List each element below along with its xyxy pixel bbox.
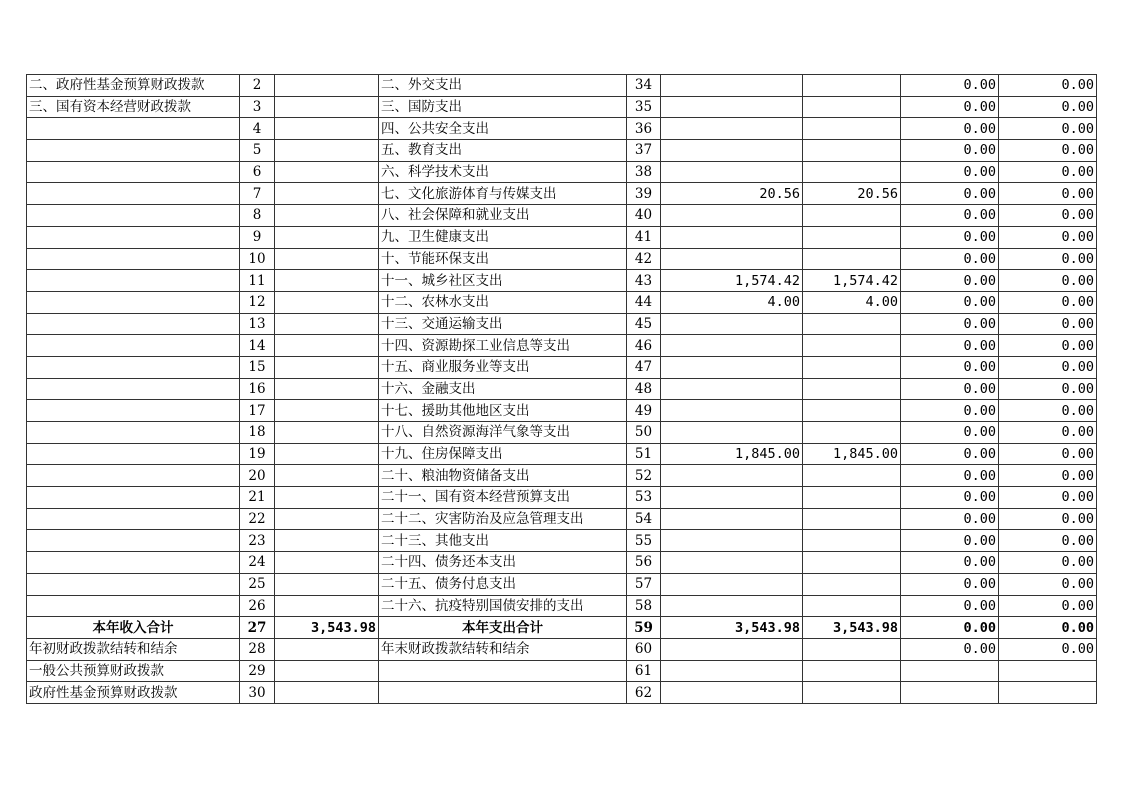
income-line-no-cell: 8 (240, 205, 275, 227)
general-budget-cell (803, 465, 901, 487)
income-amount-cell (275, 422, 379, 444)
general-budget-cell (803, 552, 901, 574)
income-item-cell (27, 487, 240, 509)
expense-total-cell (661, 161, 803, 183)
income-amount-cell (275, 552, 379, 574)
expense-line-no-cell: 43 (627, 270, 661, 292)
income-amount-cell (275, 356, 379, 378)
income-item-cell (27, 508, 240, 530)
state-capital-budget-cell: 0.00 (999, 378, 1097, 400)
income-line-no-cell: 21 (240, 487, 275, 509)
fund-budget-cell: 0.00 (901, 291, 999, 313)
expense-total-cell (661, 552, 803, 574)
expense-line-no-cell: 34 (627, 75, 661, 97)
income-amount-cell (275, 682, 379, 704)
expense-item-cell: 八、社会保障和就业支出 (379, 205, 627, 227)
expense-total-cell: 1,845.00 (661, 443, 803, 465)
expense-line-no-cell: 60 (627, 638, 661, 660)
expense-item-cell: 六、科学技术支出 (379, 161, 627, 183)
fund-budget-cell: 0.00 (901, 400, 999, 422)
fund-budget-cell: 0.00 (901, 487, 999, 509)
income-item-cell (27, 270, 240, 292)
table-row (27, 183, 1097, 205)
expense-item-cell: 四、公共安全支出 (379, 118, 627, 140)
income-line-no-cell: 5 (240, 140, 275, 162)
table-row (27, 465, 1097, 487)
income-amount-cell (275, 508, 379, 530)
income-item-cell (27, 573, 240, 595)
expense-total-cell (661, 422, 803, 444)
table-row (27, 378, 1097, 400)
fund-budget-cell: 0.00 (901, 378, 999, 400)
state-capital-budget-cell: 0.00 (999, 356, 1097, 378)
general-budget-cell (803, 96, 901, 118)
income-line-no-cell: 10 (240, 248, 275, 270)
income-line-no-cell: 15 (240, 356, 275, 378)
income-line-no-cell: 13 (240, 313, 275, 335)
expense-line-no-cell: 54 (627, 508, 661, 530)
income-amount-cell (275, 335, 379, 357)
expense-line-no-cell: 36 (627, 118, 661, 140)
table-row (27, 226, 1097, 248)
fund-budget-cell: 0.00 (901, 270, 999, 292)
income-amount-cell (275, 530, 379, 552)
income-amount-cell (275, 270, 379, 292)
expense-total-cell (661, 205, 803, 227)
expense-total-cell (661, 313, 803, 335)
expense-total-cell (661, 140, 803, 162)
table-row (27, 682, 1097, 704)
expense-line-no-cell: 41 (627, 226, 661, 248)
general-budget-cell (803, 75, 901, 97)
expense-line-no-cell: 40 (627, 205, 661, 227)
expense-total-cell (661, 75, 803, 97)
income-amount-cell (275, 140, 379, 162)
general-budget-cell: 4.00 (803, 291, 901, 313)
state-capital-budget-cell (999, 682, 1097, 704)
income-line-no-cell: 29 (240, 660, 275, 682)
income-amount-cell (275, 443, 379, 465)
income-line-no-cell: 7 (240, 183, 275, 205)
expense-line-no-cell: 38 (627, 161, 661, 183)
general-budget-cell (803, 356, 901, 378)
fund-budget-cell: 0.00 (901, 335, 999, 357)
state-capital-budget-cell: 0.00 (999, 96, 1097, 118)
income-amount-cell (275, 291, 379, 313)
fund-budget-cell: 0.00 (901, 638, 999, 660)
table-row (27, 205, 1097, 227)
income-item-cell: 三、国有资本经营财政拨款 (27, 96, 240, 118)
expense-total-cell: 1,574.42 (661, 270, 803, 292)
income-item-cell (27, 313, 240, 335)
income-amount-cell (275, 118, 379, 140)
fund-budget-cell: 0.00 (901, 508, 999, 530)
expense-item-cell (379, 660, 627, 682)
expense-total-cell (661, 248, 803, 270)
expense-line-no-cell: 57 (627, 573, 661, 595)
expense-total-cell (661, 638, 803, 660)
income-item-cell (27, 552, 240, 574)
expense-total-cell (661, 682, 803, 704)
income-amount-cell (275, 573, 379, 595)
state-capital-budget-cell: 0.00 (999, 638, 1097, 660)
state-capital-budget-cell: 0.00 (999, 313, 1097, 335)
fund-budget-cell: 0.00 (901, 75, 999, 97)
income-item-cell (27, 205, 240, 227)
expense-item-cell: 二十、粮油物资储备支出 (379, 465, 627, 487)
fund-budget-cell (901, 660, 999, 682)
expense-total-cell (661, 573, 803, 595)
table-row (27, 443, 1097, 465)
fund-budget-cell: 0.00 (901, 422, 999, 444)
expense-total-cell (661, 530, 803, 552)
state-capital-budget-cell: 0.00 (999, 183, 1097, 205)
income-line-no-cell: 11 (240, 270, 275, 292)
general-budget-cell (803, 140, 901, 162)
table-row (27, 335, 1097, 357)
income-amount-cell (275, 400, 379, 422)
general-budget-cell (803, 487, 901, 509)
expense-item-cell: 十四、资源勘探工业信息等支出 (379, 335, 627, 357)
income-amount-cell (275, 96, 379, 118)
income-line-no-cell: 18 (240, 422, 275, 444)
expense-line-no-cell: 48 (627, 378, 661, 400)
income-item-cell: 政府性基金预算财政拨款 (27, 682, 240, 704)
expense-item-cell: 二十四、债务还本支出 (379, 552, 627, 574)
fund-budget-cell: 0.00 (901, 530, 999, 552)
expense-item-cell: 三、国防支出 (379, 96, 627, 118)
income-line-no-cell: 3 (240, 96, 275, 118)
table-row (27, 660, 1097, 682)
table-row (27, 552, 1097, 574)
expense-line-no-cell: 42 (627, 248, 661, 270)
state-capital-budget-cell: 0.00 (999, 161, 1097, 183)
state-capital-budget-cell: 0.00 (999, 530, 1097, 552)
income-line-no-cell: 23 (240, 530, 275, 552)
general-budget-cell (803, 682, 901, 704)
state-capital-budget-cell: 0.00 (999, 205, 1097, 227)
expense-line-no-cell: 44 (627, 291, 661, 313)
general-budget-cell (803, 335, 901, 357)
state-capital-budget-cell: 0.00 (999, 443, 1097, 465)
expense-line-no-cell: 58 (627, 595, 661, 617)
state-capital-budget-cell: 0.00 (999, 573, 1097, 595)
state-capital-budget-cell: 0.00 (999, 465, 1097, 487)
expense-line-no-cell: 39 (627, 183, 661, 205)
total-row (27, 617, 1097, 639)
fund-budget-cell: 0.00 (901, 356, 999, 378)
expense-item-cell: 十一、城乡社区支出 (379, 270, 627, 292)
expense-line-no-cell: 35 (627, 96, 661, 118)
state-capital-budget-cell: 0.00 (999, 595, 1097, 617)
income-line-no-cell: 9 (240, 226, 275, 248)
income-item-cell (27, 335, 240, 357)
fund-budget-cell: 0.00 (901, 443, 999, 465)
expense-line-no-cell: 51 (627, 443, 661, 465)
fund-budget-cell: 0.00 (901, 617, 999, 639)
income-item-cell (27, 422, 240, 444)
state-capital-budget-cell: 0.00 (999, 422, 1097, 444)
income-item-cell: 一般公共预算财政拨款 (27, 660, 240, 682)
general-budget-cell (803, 161, 901, 183)
income-amount-cell (275, 487, 379, 509)
income-item-cell (27, 161, 240, 183)
income-amount-cell (275, 638, 379, 660)
income-item-cell (27, 140, 240, 162)
table-row (27, 508, 1097, 530)
expense-total-cell (661, 465, 803, 487)
expense-item-cell: 二十二、灾害防治及应急管理支出 (379, 508, 627, 530)
income-amount-cell (275, 660, 379, 682)
expense-item-cell: 七、文化旅游体育与传媒支出 (379, 183, 627, 205)
income-item-cell (27, 356, 240, 378)
table-row (27, 313, 1097, 335)
fund-budget-cell: 0.00 (901, 552, 999, 574)
expense-total-cell (661, 508, 803, 530)
general-budget-cell (803, 530, 901, 552)
table-row (27, 118, 1097, 140)
expense-line-no-cell: 62 (627, 682, 661, 704)
income-line-no-cell: 20 (240, 465, 275, 487)
income-line-no-cell: 14 (240, 335, 275, 357)
income-amount-cell (275, 75, 379, 97)
income-amount-cell (275, 313, 379, 335)
expense-item-cell: 二十一、国有资本经营预算支出 (379, 487, 627, 509)
expense-item-cell: 九、卫生健康支出 (379, 226, 627, 248)
expense-total-cell (661, 118, 803, 140)
expense-item-cell: 十九、住房保障支出 (379, 443, 627, 465)
fund-budget-cell: 0.00 (901, 140, 999, 162)
expense-item-cell (379, 682, 627, 704)
expense-total-cell (661, 595, 803, 617)
general-budget-cell (803, 422, 901, 444)
expense-total-cell: 3,543.98 (661, 617, 803, 639)
expense-total-cell (661, 96, 803, 118)
state-capital-budget-cell: 0.00 (999, 508, 1097, 530)
expense-item-cell: 二十五、债务付息支出 (379, 573, 627, 595)
expense-line-no-cell: 56 (627, 552, 661, 574)
expense-line-no-cell: 46 (627, 335, 661, 357)
general-budget-cell: 1,845.00 (803, 443, 901, 465)
expense-item-cell: 十八、自然资源海洋气象等支出 (379, 422, 627, 444)
expense-item-cell: 二十六、抗疫特别国债安排的支出 (379, 595, 627, 617)
income-line-no-cell: 12 (240, 291, 275, 313)
income-line-no-cell: 19 (240, 443, 275, 465)
state-capital-budget-cell: 0.00 (999, 552, 1097, 574)
table-row (27, 422, 1097, 444)
table-row (27, 595, 1097, 617)
expense-line-no-cell: 49 (627, 400, 661, 422)
income-line-no-cell: 22 (240, 508, 275, 530)
expense-line-no-cell: 47 (627, 356, 661, 378)
expense-total-cell (661, 335, 803, 357)
expense-item-cell: 本年支出合计 (379, 617, 627, 639)
expense-line-no-cell: 37 (627, 140, 661, 162)
state-capital-budget-cell: 0.00 (999, 270, 1097, 292)
table-row (27, 356, 1097, 378)
income-amount-cell (275, 465, 379, 487)
income-line-no-cell: 24 (240, 552, 275, 574)
state-capital-budget-cell: 0.00 (999, 118, 1097, 140)
expense-item-cell: 十六、金融支出 (379, 378, 627, 400)
fund-budget-cell: 0.00 (901, 465, 999, 487)
expense-item-cell: 十三、交通运输支出 (379, 313, 627, 335)
general-budget-cell: 20.56 (803, 183, 901, 205)
expense-line-no-cell: 55 (627, 530, 661, 552)
general-budget-cell (803, 508, 901, 530)
income-item-cell (27, 465, 240, 487)
income-amount-cell (275, 248, 379, 270)
general-budget-cell (803, 573, 901, 595)
income-item-cell (27, 291, 240, 313)
income-item-cell: 年初财政拨款结转和结余 (27, 638, 240, 660)
expense-line-no-cell: 45 (627, 313, 661, 335)
expense-total-cell (661, 400, 803, 422)
table-row (27, 530, 1097, 552)
expense-total-cell (661, 226, 803, 248)
state-capital-budget-cell: 0.00 (999, 400, 1097, 422)
expense-line-no-cell: 59 (627, 617, 661, 639)
state-capital-budget-cell: 0.00 (999, 487, 1097, 509)
expense-line-no-cell: 53 (627, 487, 661, 509)
table-row (27, 248, 1097, 270)
income-item-cell (27, 378, 240, 400)
general-budget-cell (803, 638, 901, 660)
expense-item-cell: 十七、援助其他地区支出 (379, 400, 627, 422)
state-capital-budget-cell: 0.00 (999, 291, 1097, 313)
general-budget-cell (803, 660, 901, 682)
general-budget-cell: 3,543.98 (803, 617, 901, 639)
table-row (27, 161, 1097, 183)
table-row (27, 638, 1097, 660)
expense-item-cell: 十、节能环保支出 (379, 248, 627, 270)
fund-budget-cell: 0.00 (901, 595, 999, 617)
expense-item-cell: 二、外交支出 (379, 75, 627, 97)
income-line-no-cell: 26 (240, 595, 275, 617)
general-budget-cell (803, 118, 901, 140)
income-line-no-cell: 27 (240, 617, 275, 639)
fund-budget-cell: 0.00 (901, 226, 999, 248)
income-amount-cell (275, 226, 379, 248)
fund-budget-cell: 0.00 (901, 573, 999, 595)
table-body (27, 75, 1097, 704)
state-capital-budget-cell: 0.00 (999, 617, 1097, 639)
general-budget-cell (803, 226, 901, 248)
expense-item-cell: 二十三、其他支出 (379, 530, 627, 552)
expense-total-cell (661, 356, 803, 378)
income-item-cell (27, 248, 240, 270)
income-line-no-cell: 16 (240, 378, 275, 400)
table-row (27, 573, 1097, 595)
fund-budget-cell: 0.00 (901, 183, 999, 205)
general-budget-cell (803, 400, 901, 422)
table-row (27, 291, 1097, 313)
expense-item-cell: 五、教育支出 (379, 140, 627, 162)
income-amount-cell (275, 183, 379, 205)
state-capital-budget-cell: 0.00 (999, 335, 1097, 357)
table-row (27, 400, 1097, 422)
income-item-cell (27, 400, 240, 422)
state-capital-budget-cell: 0.00 (999, 226, 1097, 248)
table-row (27, 75, 1097, 97)
fund-budget-cell: 0.00 (901, 96, 999, 118)
expense-item-cell: 十五、商业服务业等支出 (379, 356, 627, 378)
fund-budget-cell: 0.00 (901, 118, 999, 140)
state-capital-budget-cell: 0.00 (999, 140, 1097, 162)
state-capital-budget-cell: 0.00 (999, 248, 1097, 270)
income-amount-cell (275, 378, 379, 400)
income-item-cell: 二、政府性基金预算财政拨款 (27, 75, 240, 97)
income-line-no-cell: 30 (240, 682, 275, 704)
income-item-cell: 本年收入合计 (27, 617, 240, 639)
general-budget-cell (803, 248, 901, 270)
fund-budget-cell: 0.00 (901, 161, 999, 183)
income-amount-cell (275, 595, 379, 617)
table-row (27, 270, 1097, 292)
expense-total-cell: 20.56 (661, 183, 803, 205)
income-amount-cell (275, 205, 379, 227)
state-capital-budget-cell (999, 660, 1097, 682)
expense-total-cell (661, 660, 803, 682)
general-budget-cell (803, 313, 901, 335)
expense-item-cell: 年末财政拨款结转和结余 (379, 638, 627, 660)
income-amount-cell (275, 161, 379, 183)
income-line-no-cell: 17 (240, 400, 275, 422)
income-line-no-cell: 2 (240, 75, 275, 97)
income-line-no-cell: 6 (240, 161, 275, 183)
fund-budget-cell: 0.00 (901, 248, 999, 270)
general-budget-cell (803, 595, 901, 617)
fund-budget-cell (901, 682, 999, 704)
fiscal-appropriation-table (26, 74, 1097, 704)
table-row (27, 140, 1097, 162)
income-line-no-cell: 4 (240, 118, 275, 140)
income-line-no-cell: 25 (240, 573, 275, 595)
general-budget-cell (803, 205, 901, 227)
fund-budget-cell: 0.00 (901, 313, 999, 335)
general-budget-cell: 1,574.42 (803, 270, 901, 292)
income-item-cell (27, 226, 240, 248)
expense-item-cell: 十二、农林水支出 (379, 291, 627, 313)
income-item-cell (27, 530, 240, 552)
income-item-cell (27, 183, 240, 205)
table-row (27, 96, 1097, 118)
general-budget-cell (803, 378, 901, 400)
income-line-no-cell: 28 (240, 638, 275, 660)
expense-line-no-cell: 50 (627, 422, 661, 444)
income-item-cell (27, 443, 240, 465)
expense-line-no-cell: 52 (627, 465, 661, 487)
table-row (27, 487, 1097, 509)
expense-total-cell: 4.00 (661, 291, 803, 313)
expense-total-cell (661, 487, 803, 509)
fund-budget-cell: 0.00 (901, 205, 999, 227)
expense-line-no-cell: 61 (627, 660, 661, 682)
expense-total-cell (661, 378, 803, 400)
income-amount-cell: 3,543.98 (275, 617, 379, 639)
state-capital-budget-cell: 0.00 (999, 75, 1097, 97)
income-item-cell (27, 595, 240, 617)
income-item-cell (27, 118, 240, 140)
